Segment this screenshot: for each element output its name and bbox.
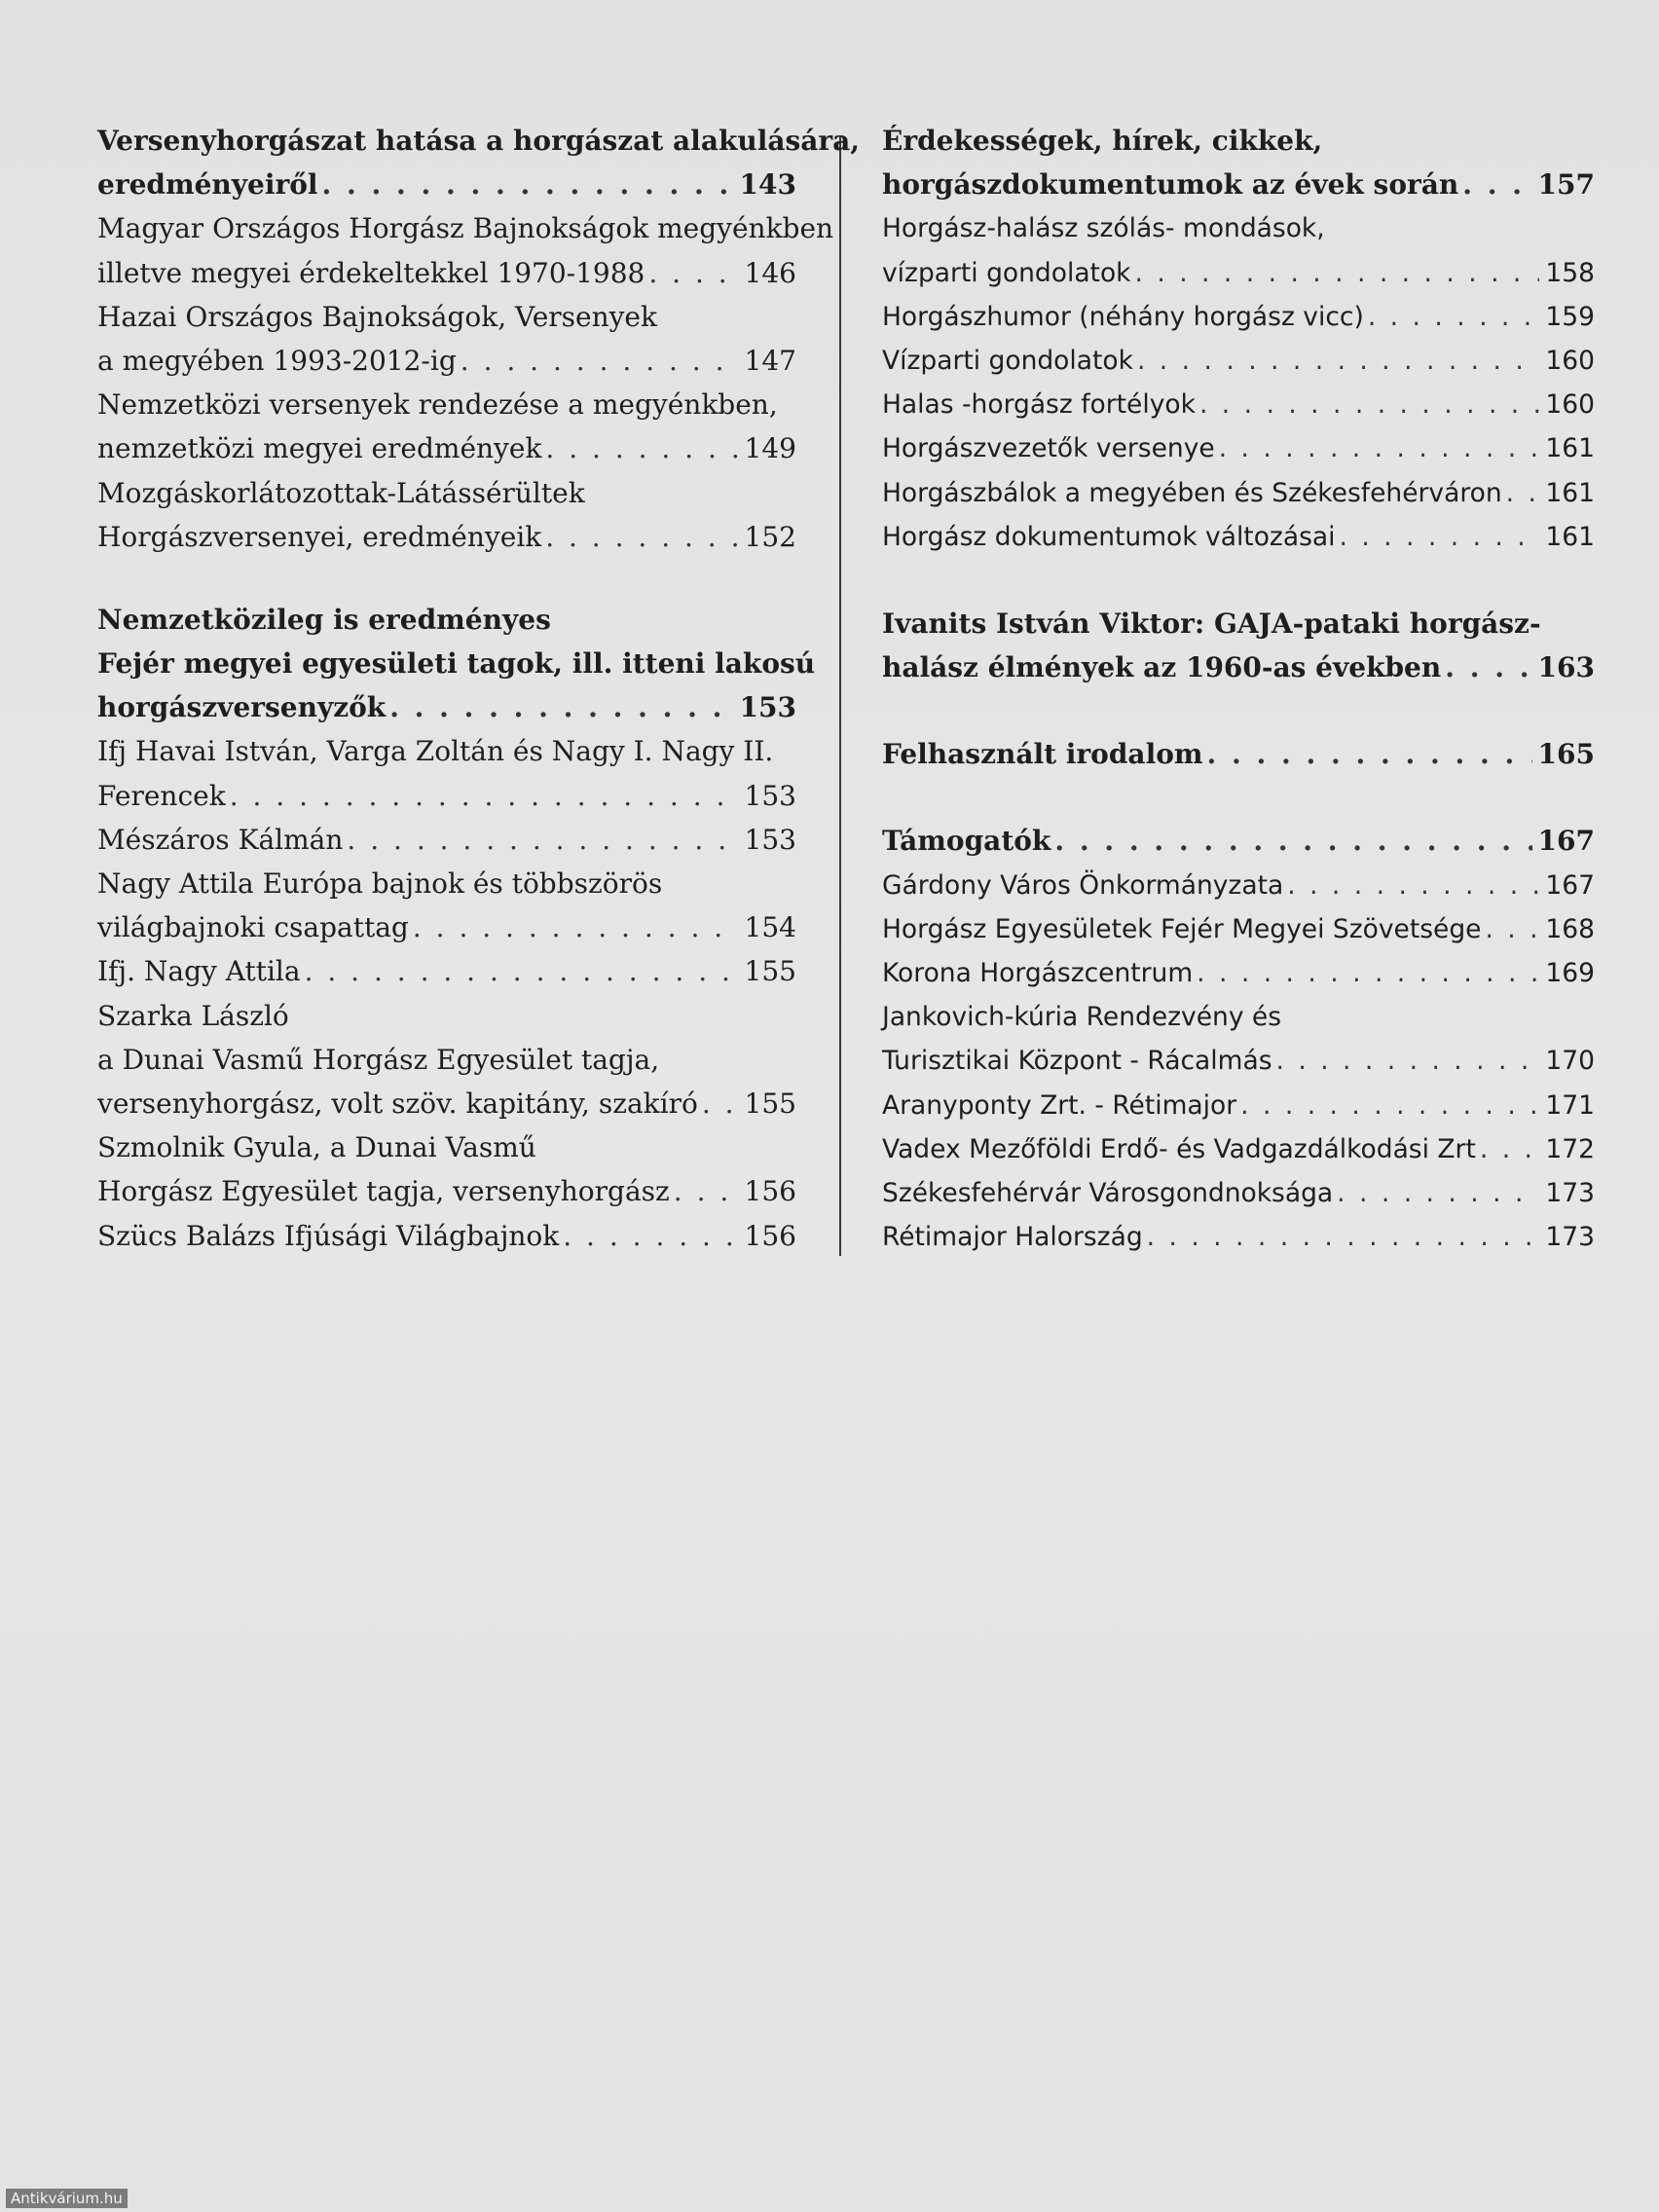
dot-leader <box>563 1214 738 1258</box>
dot-leader <box>1287 864 1539 907</box>
toc-entry: Nemzetközi versenyek rendezése a megyénkben, nemzetközi megyei eredmények . . . 149 <box>97 383 796 470</box>
toc-entry: Horgászvezetők versenye . . . 161 <box>882 426 1595 470</box>
dot-leader <box>545 426 738 470</box>
dot-leader <box>1368 295 1540 339</box>
toc-entry: Horgászbálok a megyében és Székesfehérváron . . . 161 <box>882 471 1595 515</box>
toc-entry: Jankovich-kúria Rendezvény és Turisztikai Központ - Rácalmás . . . 170 <box>882 995 1595 1083</box>
page-number: 172 <box>1545 1133 1595 1164</box>
toc-section-nemzetkozileg <box>97 598 816 1258</box>
column-divider <box>839 136 841 1256</box>
page-number: 153 <box>744 779 796 812</box>
page-number: 160 <box>1545 345 1595 376</box>
toc-entry: Korona Horgászcentrum . . . 169 <box>882 951 1595 995</box>
dot-leader <box>347 818 738 862</box>
dot-leader <box>1197 951 1539 995</box>
dot-leader <box>1276 1039 1540 1083</box>
toc-entry: Székesfehérvár Városgondnoksága . . . 173 <box>882 1171 1595 1215</box>
dot-leader <box>1337 1171 1539 1215</box>
page-number: 167 <box>1537 825 1595 858</box>
page-number: 160 <box>1545 389 1595 421</box>
toc-entry: Ifj Havai István, Varga Zoltán és Nagy I. Nagy II. Ferencek . . . 153 <box>97 729 796 817</box>
toc-entry: Horgász dokumentumok változásai . . . 161 <box>882 515 1595 559</box>
page-number: 165 <box>1537 738 1595 771</box>
page-number: 149 <box>744 432 796 465</box>
toc-entry: Nagy Attila Európa bajnok és többszörös világbajnoki csapattag . . . 154 <box>97 862 796 949</box>
dot-leader <box>1199 383 1539 426</box>
page-number: 147 <box>744 344 796 377</box>
page-number: 170 <box>1545 1046 1595 1077</box>
toc-entry: Hazai Országos Bajnokságok, Versenyek a megyében 1993-2012-ig . . . 147 <box>97 295 796 383</box>
dot-leader <box>1240 1084 1539 1127</box>
page-number: 173 <box>1545 1222 1595 1253</box>
toc-entry: Szmolnik Gyula, a Dunai Vasmű Horgász Egyesület tagja, versenyhorgász . . . 156 <box>97 1125 796 1213</box>
section-heading: Versenyhorgászat hatása a horgászat alakulására, <box>97 125 861 157</box>
page-number: 161 <box>1545 433 1595 464</box>
toc-entry: Vízparti gondolatok . . . 160 <box>882 339 1595 383</box>
dot-leader <box>702 1082 739 1125</box>
dot-leader <box>230 774 739 818</box>
page-number: 156 <box>744 1175 796 1208</box>
section-heading-final-line: Felhasznált irodalom . . . 165 <box>882 732 1595 776</box>
page-number: 163 <box>1537 651 1595 684</box>
toc-entry: Mészáros Kálmán . . . 153 <box>97 818 796 862</box>
dot-leader <box>674 1169 739 1213</box>
toc-entry: Mozgáskorlátozottak-Látássérültek Horgászversenyei, eredményeik . . . 152 <box>97 471 796 559</box>
toc-entry: Halas -horgász fortélyok . . . 160 <box>882 383 1595 426</box>
section-heading: Nemzetközileg is eredményes <box>97 603 551 636</box>
toc-section-tamogatok <box>882 819 1595 1259</box>
dot-leader <box>461 339 739 383</box>
dot-leader <box>413 905 739 949</box>
page-number: 156 <box>744 1219 796 1252</box>
dot-leader <box>305 949 739 993</box>
toc-section-ivanits <box>882 602 1595 689</box>
section-heading: Érdekességek, hírek, cikkek, <box>882 125 1323 157</box>
dot-leader <box>389 685 733 729</box>
section-heading-final-line: Támogatók . . . 167 <box>882 819 1595 863</box>
toc-entry: Szücs Balázs Ifjúsági Világbajnok . . . 156 <box>97 1214 796 1258</box>
page-number: 154 <box>744 911 796 944</box>
toc-section-erdekessegek <box>882 119 1595 559</box>
page-number: 171 <box>1545 1089 1595 1121</box>
toc-entry: Gárdony Város Önkormányzata . . . 167 <box>882 864 1595 907</box>
dot-leader <box>1462 163 1531 206</box>
dot-leader <box>1506 471 1540 515</box>
toc-left-column <box>97 119 861 1258</box>
section-heading-final-line: horgászdokumentumok az évek során . . . 157 <box>882 163 1595 206</box>
toc-right-column <box>882 119 1595 1259</box>
page-number: 158 <box>1545 257 1595 288</box>
section-heading: Ivanits István Viktor: GAJA-pataki horgász- <box>882 607 1541 640</box>
page-number: 168 <box>1545 913 1595 944</box>
dot-leader <box>1480 1127 1540 1171</box>
dot-leader <box>545 515 738 559</box>
toc-section-irodalom <box>882 732 1595 776</box>
dot-leader <box>648 251 738 295</box>
toc-entry: Ifj. Nagy Attila . . . 155 <box>97 949 796 993</box>
page-number: 143 <box>739 168 796 202</box>
page-number: 159 <box>1545 301 1595 332</box>
toc-entry: Horgász Egyesületek Fejér Megyei Szövetsége . . . 168 <box>882 907 1595 951</box>
section-heading-final-line: horgászversenyzők . . . 153 <box>97 685 796 729</box>
page-number: 167 <box>1545 869 1595 901</box>
page-number: 169 <box>1545 958 1595 988</box>
page-number: 161 <box>1545 521 1595 552</box>
page-number: 155 <box>744 955 796 988</box>
section-heading: Fejér megyei egyesületi tagok, ill. itteni lakosú <box>97 647 816 681</box>
dot-leader <box>1137 339 1539 383</box>
page-number: 153 <box>744 823 796 856</box>
watermark: Antikvárium.hu <box>6 2189 128 2208</box>
page-number: 155 <box>744 1087 796 1120</box>
dot-leader <box>322 163 734 206</box>
toc-entry: Magyar Országos Horgász Bajnokságok megyénkben illetve megyei érdekeltekkel 1970-1988 . . . 146 <box>97 206 796 294</box>
page-number: 157 <box>1537 168 1595 202</box>
toc-entry: Vadex Mezőföldi Erdő- és Vadgazdálkodási Zrt . . . 172 <box>882 1127 1595 1171</box>
toc-entry: Aranyponty Zrt. - Rétimajor . . . 171 <box>882 1084 1595 1127</box>
page-number: 152 <box>744 520 796 553</box>
page-number: 153 <box>739 691 796 724</box>
dot-leader <box>1219 426 1540 470</box>
toc-entry: Horgász-halász szólás- mondások, vízparti gondolatok . . . 158 <box>882 206 1595 294</box>
toc-entry: Horgászhumor (néhány horgász vicc) . . . 159 <box>882 295 1595 339</box>
section-heading-final-line: eredményeiről . . . 143 <box>97 163 796 206</box>
page-number: 173 <box>1545 1177 1595 1208</box>
toc-entry: Rétimajor Halország . . . 173 <box>882 1215 1595 1259</box>
toc-section-versenyhorgaszat <box>97 119 861 559</box>
dot-leader <box>1445 645 1531 689</box>
section-heading-final-line: halász élmények az 1960-as években . . . 163 <box>882 645 1595 689</box>
dot-leader <box>1485 907 1539 951</box>
page-number: 161 <box>1545 477 1595 508</box>
page-number: 146 <box>744 256 796 289</box>
dot-leader <box>1054 819 1531 863</box>
toc-entry: Szarka László a Dunai Vasmű Horgász Egyesület tagja, versenyhorgász, volt szöv. kapitány, szakíró . . . 155 <box>97 994 796 1126</box>
dot-leader <box>1339 515 1539 559</box>
dot-leader <box>1207 732 1532 776</box>
dot-leader <box>1135 251 1540 295</box>
dot-leader <box>1147 1215 1540 1259</box>
